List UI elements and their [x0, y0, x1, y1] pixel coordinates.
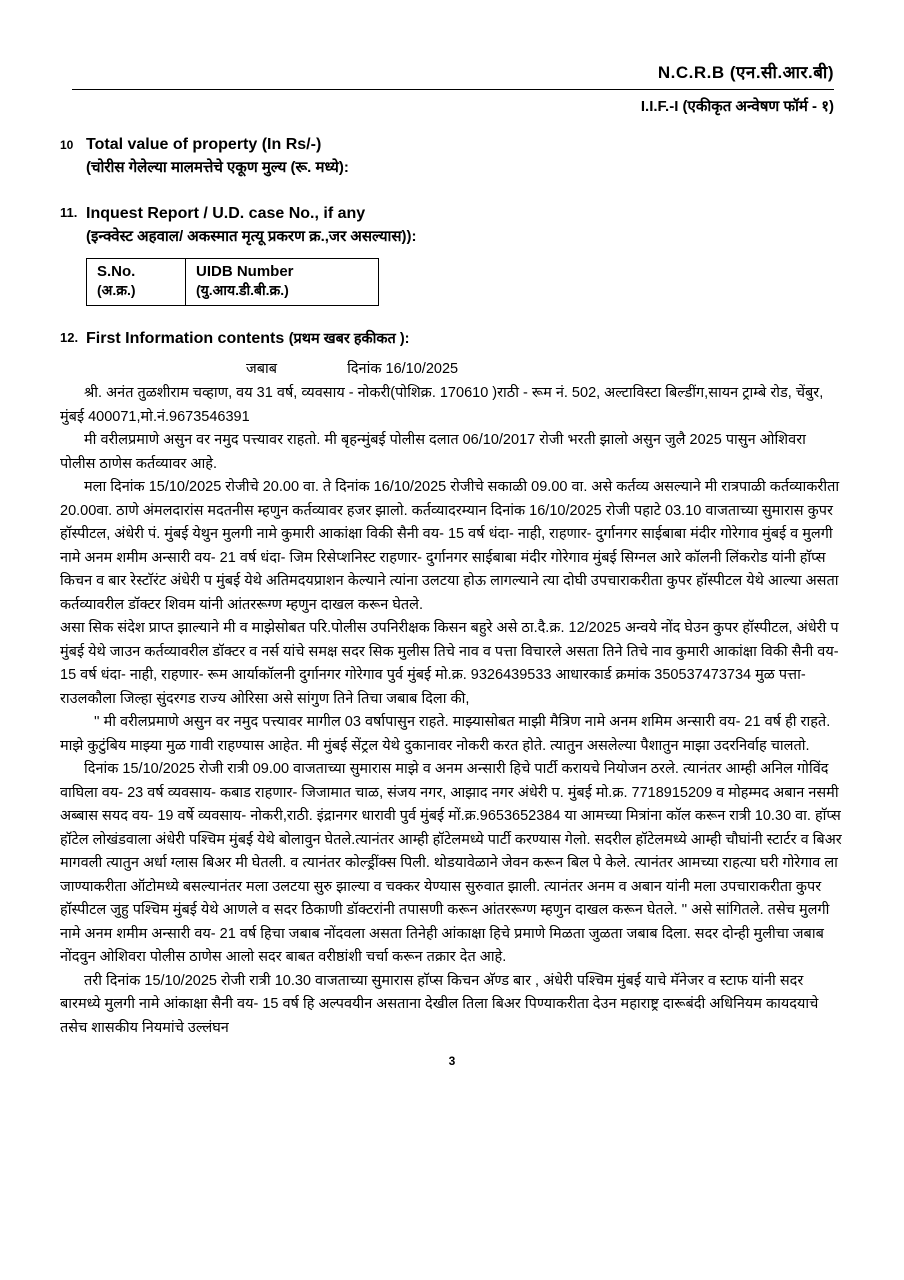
fir-paragraph: असा सिक संदेश प्राप्त झाल्याने मी व माझेसोबत परि.पोलीस उपनिरीक्षक किसन बहुरे असे ठा.दै.क्र. 12/2025 अन्वये नोंद घेउन कुपर हॉस्पीटल, अंधेरी प मुंबई येथे जाउन कर्तव्यावरील डॉक्टर व नर्स यांचे समक्ष सदर सिक मुलीस तिचे नाव व पत्ता विचारले असता तिने तिचे नाव कुमारी आकांक्षा विकी सैनी वय- 15 वर्ष धंदा- नाही, राहणार- रूम आर्याकॉलनी दुर्गानगर गोरेगाव पुर्व मुंबई मो.क्र. 9326439533 आधारकार्ड क्रमांक 350537473734 मुळ पत्ता- राउलकौला जिल्हा सुंदरगड राज्य ओरिसा असे सांगुण तिने तिचा जबाब दिला की, — [60, 620, 839, 707]
iif-label: I.I.F.-I (एकीकृत अन्वेषण फॉर्म - १) — [640, 98, 834, 115]
section-10-title-en: Total value of property (In Rs/-) — [86, 136, 322, 153]
section-12-title-mr: (प्रथम खबर हकीकत ): — [288, 331, 410, 348]
statement-label: जबाब — [246, 361, 278, 378]
section-11-title-en: Inquest Report / U.D. case No., if any — [86, 205, 366, 223]
section-10-number: 10 — [60, 138, 74, 152]
section-first-information-contents — [60, 328, 844, 1040]
fir-paragraph: मी वरीलप्रमाणे असुन वर नमुद पत्त्यावर राहतो. मी बृहन्मुंबई पोलीस दलात 06/10/2017 रोजी भरती झालो असुन जुलै 2025 पासुन ओशिवरा पोलीस ठाणेस कर्तव्यावर आहे. — [60, 432, 806, 472]
fir-paragraph: मला दिनांक 15/10/2025 रोजीचे 20.00 वा. ते दिनांक 16/10/2025 रोजीचे सकाळी 09.00 वा. असे कर्तव्य असल्याने मी रात्रपाळी कर्तव्याकरीता 20.00वा. ठाणे अंमलदारांस मदतनीस म्हणुन कर्तव्यावर हजर झालो. कर्तव्यादरम्यान दिनांक 16/10/2025 रोजी पहाटे 03.10 वाजताच्या सुमारास कुपर हॉस्पीटल, अंधेरी पं. मुंबई येथुन मुलगी नामे कुमारी आकांक्षा विकी सैनी वय- 15 वर्ष धंदा- नाही, राहणार- दुर्गानगर साईबाबा मंदीर गोरेगाव मुंबई व मुलगी नामे अनम शमीम अन्सारी वय- 21 वर्ष धंदा- जिम रिसेप्शनिस्ट राहणार- दुर्गानगर साईबाबा मंदीर गोरेगाव मुंबई सिग्नल आरे कॉलनी लिंकरोड यांनी हाॅप्स किचन व बार रेस्टाॅरंट अंधेरी प मुंबई येथे अतिमदयप्राशन केल्याने त्यांना उलटया होऊ लागल्याने त्या दोघी उपचाराकरीता कुपर हॉस्पीटल येथे आल्या असता कर्तव्यावरील डॉक्टर शिवम यांनी आंतररूग्ण म्हणुन दाखल करून घेतले. — [60, 479, 840, 613]
uidb-col-number — [186, 259, 379, 306]
fir-paragraph: '' मी वरीलप्रमाणे असुन वर नमुद पत्त्यावर मागील 03 वर्षापासुन राहते. माझ्यासोबत माझी मैत्रिण नामे अनम शमिम अन्सारी वय- 21 वर्ष ही राहते. माझे कुटुंबिय माझ्या मुळ गावी राहण्यास आहेत. मी मुंबई सेंट्रल येथे दुकानावर नोकरी करत होते. त्यातुन असलेल्या पैशातुन माझा उदरनिर्वाह चालतो. — [60, 714, 831, 754]
ncrb-label: N.C.R.B (एन.सी.आर.बी) — [657, 63, 834, 82]
table-row — [87, 259, 379, 306]
uidb-col-number-mr: (यु.आय.डी.बी.क्र.) — [196, 281, 289, 298]
uidb-col-sno-en: S.No. — [97, 263, 136, 281]
section-inquest-report — [60, 203, 844, 306]
uidb-table — [86, 258, 379, 306]
section-11-title-mr: (इन्क्वेस्ट अहवाल/ अकस्मात मृत्यू प्रकरण क्र.,जर असल्यास)): — [86, 227, 417, 245]
uidb-col-number-en: UIDB Number — [196, 263, 294, 281]
fir-paragraph: दिनांक 15/10/2025 रोजी रात्री 09.00 वाजताच्या सुमारास माझे व अनम अन्सारी हिचे पार्टी करायचे नियोजन ठरले. त्यानंतर आम्ही अनिल गोविंद वाघिला वय- 23 वर्ष व्यवसाय- कबाड राहणार- जिजामात चाळ, संजय नगर, आझाद नगर अंधेरी प. मुंबई मो.क्र. 7718915209 व मोहम्मद अबान नसमी अब्बास सयद वय- 19 वर्षे व्यवसाय- नोकरी,राठी. इंद्रानगर धारावी पुर्व मुंबई मों.क्र.9653652384 या आमच्या मित्रांना कॉल करून रात्री 10.30 वा. हाॅप्स हॉटेल लोखंडवाला अंधेरी पश्चिम मुंबई येथे बोलावुन घेतले.त्यानंतर आम्ही हॉटेलमध्ये पार्टी करण्यास गेलो. सदरील हॉटेलमध्ये आम्ही चौघांनी स्टार्टर व बिअर मागवली त्यातुन अर्धा ग्लास बिअर मी घेतली. व त्यानंतर कोल्ड्रींक्स पिली. थोडयावेळाने जेवन करून बिल पे केले. त्यानंतर आमच्या राहत्या घरी गोरेगाव ला जाण्याकरीता ऑटोमध्ये बसल्यानंतर मला उलटया सुरु झाल्या व चक्कर येण्यास सुरुवात झाली. त्यानंतर अनम व अबान यांनी मला उपचाराकरीता कुपर हॉस्पीटल जुहु पश्चिम मुंबई येथे आणले व सदर ठिकाणी डॉक्टरांनी तपासणी करून आंतररूग्ण म्हणुन दाखल करून घेतले. '' असे सांगितले. तसेच मुलगी नामे अनम शमीम अन्सारी वय- 21 वर्ष हिचा जबाब नोंदवला असता तिनेही आंकाक्षा हिचे प्रमाणे मिळता जुळता जबाब दिला. सदर दोन्ही मुलीचा जबाब नोंदवुन ओशिवरा पोलीस ठाणेस आलो सदर बाबत वरीष्ठांशी चर्चा करून तक्रार देत आहे. — [60, 761, 842, 966]
section-12-number: 12. — [60, 330, 79, 346]
fir-paragraph: श्री. अनंत तुळशीराम चव्हाण, वय 31 वर्ष, व्यवसाय - नोकरी(पोशिक्र. 170610 )राठी - रूम नं. 502, अल्टाविस्टा बिल्डींग,सायन ट्राम्बे रोड, चेंबुर, मुंबई 400071,मो.नं.9673546391 — [60, 385, 824, 425]
fir-body — [60, 382, 844, 1040]
page-number: 3 — [448, 1054, 456, 1068]
document-header — [60, 60, 844, 116]
fir-paragraph: तरी दिनांक 15/10/2025 रोजी रात्री 10.30 वाजताच्या सुमारास हाॅप्स किचन अ‍ॅण्ड बार , अंधेरी पश्चिम मुंबई याचे मॅनेजर व स्टाफ यांनी सदर बारमध्ये मुलगी नामे आंकाक्षा सैनी वय- 15 वर्ष हि अल्पवयीन असताना देखील तिला बिअर पिण्याकरीता देउन महाराष्ट्र दारूबंदी अधिनियम कायदयाचे तसेच शासकीय नियमांचे उल्लंघन — [60, 972, 819, 1036]
statement-date: दिनांक 16/10/2025 — [347, 361, 459, 378]
section-11-number: 11. — [60, 205, 78, 221]
section-total-property — [60, 134, 844, 177]
header-divider — [72, 89, 834, 90]
section-12-title-en: First Information contents — [86, 330, 285, 348]
uidb-col-sno-mr: (अ.क्र.) — [97, 281, 136, 298]
uidb-col-sno — [87, 259, 186, 306]
statement-header — [246, 358, 844, 378]
section-10-title-mr: (चोरीस गेलेल्या मालमत्तेचे एकूण मुल्य (रू. मध्ये): — [86, 158, 349, 176]
